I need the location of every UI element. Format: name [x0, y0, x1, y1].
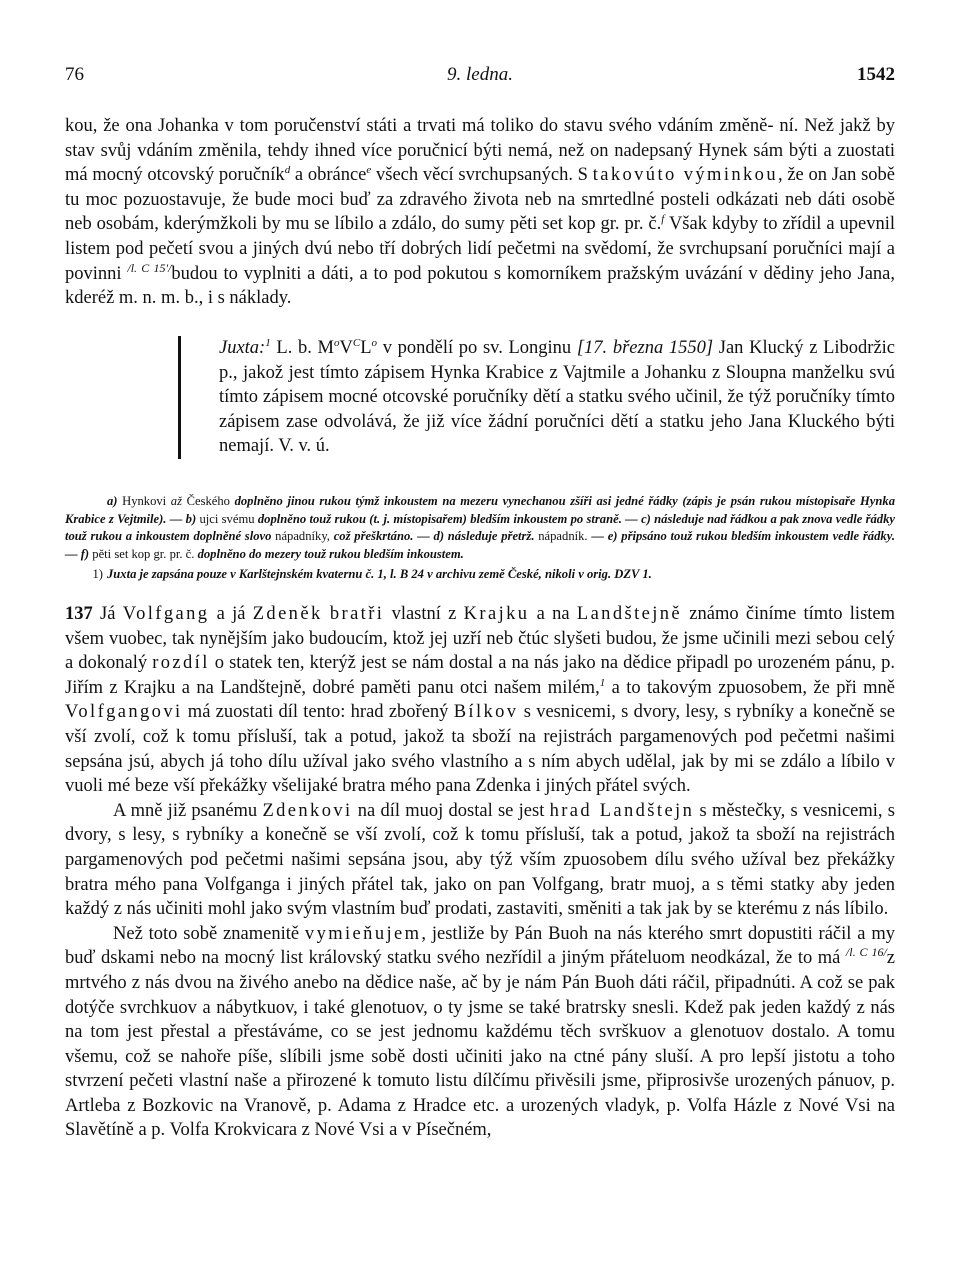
document-number: 137	[65, 604, 93, 624]
note-ref-e: e	[366, 164, 372, 177]
marginal-folio-ref: /l. C 15'/	[127, 260, 172, 275]
footnote-number: 1)	[92, 567, 103, 581]
entry-137-paragraph-2: A mně již psanému Zdenkovi na díl muoj dostal se jest hrad Landštejn s městečky, s vesnicemi, s dvory, s lesy, s rybníky a konečně se vší zvolí, což k tomu přísluší, tak a potud, jakož ta sboží na rejistrách pargamenových pod pečetmi našimi sepsána jsou, aby týž vším zpuosobem dílu svého užíval bez překážky bratra mého pana Volfganga i jiných přátel tak, jako on pan Volfgang, bratr muoj, a s těmi statky aby jeden každý z nás učiniti mohl jako svým vlastním buď prodati, zastaviti, směniti a tak jak by se kterému z nás líbilo.	[65, 800, 895, 920]
footnote-ref-1: 1	[265, 336, 271, 349]
note-ref-f: f	[661, 213, 665, 226]
footnote	[65, 566, 895, 584]
entry-137	[65, 602, 895, 1143]
page-header	[65, 64, 895, 90]
entry-137-paragraph-3: Než toto sobě znamenitě vymieňujem, jestliže by Pán Buoh na nás kterého smrt dopustiti ráčil a my buď dskami nebo na mocný list královský statku svého nezřídil a jiným přáteluom neodkázal, že to má $^{/l. C 16/}$z mrtvého z nás dvou na živého anebo na dědice naše, ač by je nám Pán Buoh dáti ráčil, připadnúti. A což se pak dotýče svrchkuov a nábytkuov, i také glenotuov, o ty jsme se také bratrsky snesli. Kdež pak jeden každý z nás na tom jest přestal a přestáváme, co se jest jednomu každému těch svrškuov a glenotuov dostalo. A tomu všemu, což se nahoře píše, slíbili jsme sobě dosti učiniti jako na ctné pány sluší. A pro lepší jistotu a toho stvrzení pečeti vlastní naše a přirozené k tomuto listu dílčímu přivěsili jsme, připrosivše urozených pánuov, p. Artleba z Bozkovic na Vranově, p. Adama z Hradce etc. a urozených vladyk, p. Volfa Házle z Nové Vsi na Slavětíně a p. Volfa Krokvicara z Nové Vsi a v Písečném,	[65, 923, 896, 1141]
running-year: 1542	[857, 64, 895, 85]
notes-paragraph: a) Hynkovi až Českého doplněno jinou rukou týmž inkoustem na mezeru vynechanou zšíři asi jedné řádky (zápis je psán rukou místopisaře Hynka Krabice z Vejtmile). — b) ujci svému doplněno touž rukou (t. j. místopisařem) bledším inkoustem po straně. — c) následuje nad řádkou a pak znova vedle řádky touž rukou a inkoustem doplněné slovo nápadníky, což přeškrtáno. — d) následuje přetrž. nápadník. — e) připsáno touž rukou bledším inkoustem vedle řádky. — f) pěti set kop gr. pr. č. doplněno do mezery touž rukou bledším inkoustem.	[65, 494, 895, 561]
page-number: 76	[65, 64, 84, 85]
footnote-ref-1: 1	[599, 676, 606, 689]
text-critical-notes	[65, 493, 895, 563]
juxta-block: Juxta:$^1$ L. b. $M^oV^CL^o$ v pondělí po sv. Longinu [17. března 1550] Jan Klucký z Libodržic p., jakož jest tímto zápisem Hynka Krabice z Vajtmile a Johanku z Sloupna manželku svú tímto zápisem mocné otcovské poručníky dětí a statku svého učinil, že týž poručníky tímto zápisem zase odvolává, že již více žádní poručníci dětí a statku jeho Jana Kluckého býti nemají. V. v. ú.	[178, 336, 895, 459]
entry-continuation-paragraph: kou, že ona Johanka v tom poručenství státi a trvati má toliko do stavu svého vdáním změně- ní. Než jakž by stav svůj vdáním změnila, tehdy ihned více poručnicí býti nemá, než on nadepsaný Hynek sám býti a zuostati má mocný otcovský poručník$^d$ a obránce$^e$ všech věcí svrchupsaných. S takovúto výminkou, že on Jan sobě tu moc pozuostavuje, že bude moci buď za zdravého života neb na smrtedlné posteli odkázati neb dáti osobě neb osobám, kderýmžkoli by mu se líbilo a zdálo, do sumy pěti set kop gr. pr. č.$^f$ Však kdyby to zřídil a upevnil listem pod pečetí svou a jiných dvú nebo tří dobrých lidí pečetmi na svědomí, že svrchupsaní poručníci mají a povinni $^{/l. C 15'/}$budou to vyplniti a dáti, a to pod pokutou s komorníkem pražským uvázání v dědiny jeho Jana, kderéž m. n. m. b., i s náklady.	[65, 116, 895, 309]
entry-continuation	[65, 114, 895, 311]
footnote-text: Juxta je zapsána pouze v Karlštejnském kvaternu č. 1, l. B 24 v archivu země České, nikoli v orig. DZV 1.	[107, 567, 652, 581]
entry-137-paragraph-1: 137 Já Volfgang a já Zdeněk bratři vlastní z Krajku a na Landštejně známo činíme tímto listem všem vuobec, tak nynějším jako budoucím, ktož jej uzří neb čtúc slyšeti budou, že jsme učinili mezi sebou celý a dokonalý rozdíl o statek ten, kterýž jest se nám dostal a na nás jako na dědice připadl po urozeném pánu, p. Jiřím z Krajku a na Landštejně, dobré paměti panu otci našem milém,$^1$ a to takovým zpuosobem, že při mně Volfgangovi má zuostati díl tento: hrad zbořený Bílkov s vesnicemi, s dvory, lesy, s rybníky a konečně se vší zvolí, což k tomu přísluší, tak a potud, jakož ta sboží na rejistrách pargamenových pod pečetmi našimi sepsána jsú, abych já toho dílu užíval jako svého vlastního a s ním abych udělal, jak by mi se zdálo a líbilo v vuoli mé beze vší překážky všelijaké bratra mého pana Zdenka i jiných přátel svých.	[65, 604, 896, 797]
juxta-date: [17. března 1550]	[576, 338, 714, 358]
marginal-folio-ref: /l. C 16/	[845, 945, 887, 960]
juxta-label: Juxta:	[219, 338, 266, 358]
running-date: 9. ledna.	[447, 64, 513, 85]
note-ref-d: d	[284, 164, 291, 177]
